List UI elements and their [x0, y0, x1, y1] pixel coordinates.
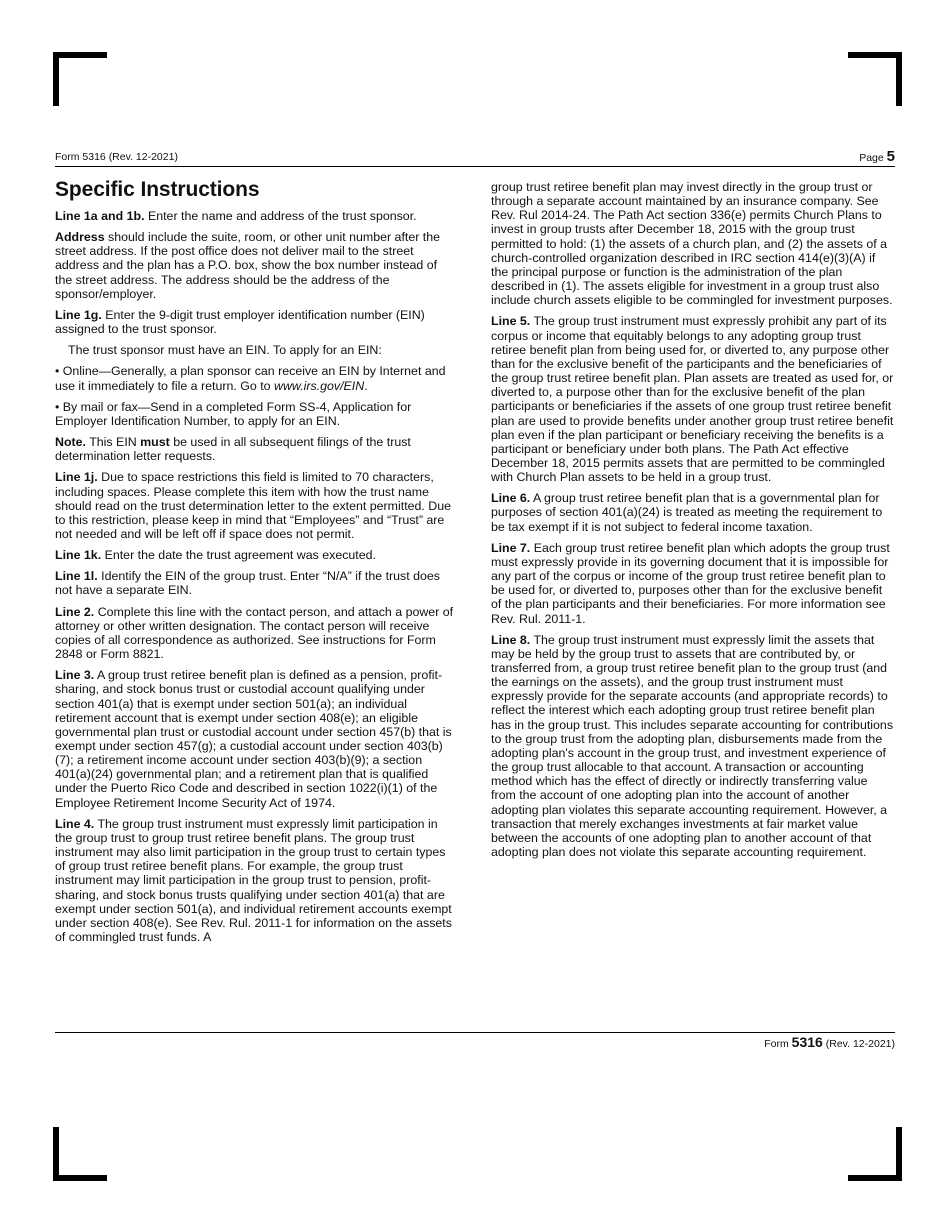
header-page-number — [859, 148, 895, 165]
paragraph-line-6 — [491, 491, 895, 533]
note-post: be used in all subsequent filings of the trust determination letter requests. — [55, 435, 411, 464]
line-1k-text: Enter the date the trust agreement was executed. — [101, 548, 376, 563]
line-1a-1b-label: Line 1a and 1b. — [55, 209, 145, 223]
line-1l-text: Identify the EIN of the group trust. Enter “N/A” if the trust does not have a separate EIN. — [55, 569, 440, 598]
line-8-text: The group trust instrument must expressly limit the assets that may be held by the group trust to assets that are contributed by, or transferred from, a group trust retiree benefit plan to the group trust (and the earnings on the assets), and the group trust instrument must expressly provide for the separate accounts (and appropriate records) to reflect the interest which each adopting group trust retiree benefit plan has in the group trust. This includes separate accounting for contributions to the group trust from the adopting plan, disbursements made from the adopting plan's account in the group trust, and investment experience of the group trust allocable to that account. A transaction or accounting method which has the effect of directly or indirectly transferring value from the account of one adopting plan into the account of another adopting plan violates this separate accounting requirement. However, a transaction that merely exchanges investments at fair market value between the accounts of one adopting plan to another account of that adopting plan does not violate this separate accounting requirement. — [491, 632, 894, 860]
line-2-label: Line 2. — [55, 604, 95, 619]
line-5-label: Line 5. — [491, 314, 531, 329]
line-6-text: A group trust retiree benefit plan that is a governmental plan for purposes of section 401(a)(24) is treated as meeting the requirement to be tax exempt if it is not subject to federal income taxation. — [491, 491, 883, 534]
note-must: must — [140, 435, 170, 450]
page-number: 5 — [886, 148, 895, 165]
header-form-reference: Form 5316 (Rev. 12-2021) — [55, 151, 178, 163]
line-1g-text: Enter the 9-digit trust employer identification number (EIN) assigned to the trust sponsor. — [55, 307, 425, 337]
paragraph-online — [55, 364, 457, 392]
online-end: . — [364, 378, 368, 393]
paragraph-line-1j — [55, 470, 457, 541]
note-pre: This EIN — [85, 435, 141, 450]
line-4-text: The group trust instrument must expressly limit participation in the group trust to group trust retiree benefit plans. The group trust instrument may also limit participation in the group trust to certain types of group trust retiree benefit plans. For example, the group trust instrument may limit participation in the group trust to pension, profit-sharing, and stock bonus trusts qualifying under section 401(a) that are exempt under section 501(a), and individual retirement accounts exempt under section 408(e). See Rev. Rul. 2011-1 for information on the assets of commingled trust funds. A — [55, 816, 452, 945]
line-1j-label: Line 1j. — [55, 470, 98, 485]
line-7-label: Line 7. — [491, 540, 531, 555]
crop-mark-top-left — [53, 52, 107, 106]
footer-form-word: Form — [764, 1038, 789, 1050]
paragraph-ein-intro: The trust sponsor must have an EIN. To apply for an EIN: — [68, 343, 382, 358]
crop-mark-bottom-right — [848, 1127, 902, 1181]
line-1l-label: Line 1l. — [55, 569, 98, 584]
paragraph-line-1a-1b — [55, 209, 457, 223]
footer-form-number: 5316 — [791, 1034, 823, 1050]
paragraph-line-4-continued: group trust retiree benefit plan may invest directly in the group trust or through a separate account maintained by an insurance company. See Rev. Rul 2014-24. The Path Act section 336(e) permits Church Plans to invest in group trusts after December 18, 2015 with the group trust permitted to hold: (1) the assets of a church plan, and (2) the assets of a church-controlled organization described in IRC section 414(e)(3)(A) if the principal purpose or function is the administration of the plan described in (1). The assets eligible for investment in a group trust also include church assets eligible to be commingled for investment purposes. — [491, 180, 893, 308]
paragraph-line-1k — [55, 548, 457, 562]
address-text: should include the suite, room, or other unit number after the street address. If the post office does not deliver mail to the street address and the plan has a P.O. box, show the box number instead of the street address. The address should be the address of the sponsor/employer. — [55, 230, 441, 301]
address-label: Address — [55, 230, 105, 245]
line-4-label: Line 4. — [55, 816, 95, 831]
paragraph-line-1g — [55, 308, 457, 336]
line-5-text: The group trust instrument must expressly prohibit any part of its corpus or income that equitably belongs to any adopting group trust retiree benefit plan from being used for, or diverted to, any purpose other than for the exclusive benefit of the participants and the beneficiaries of the group trust retiree benefit plan. Plan assets are treated as used for, or diverted to, a purpose other than for the exclusive benefit of the plan participants or beneficiaries if the assets of one group trust retiree benefit plan are used to provide benefits under another group trust retiree benefit plan even if the plan participant or beneficiary receiving the benefits is a participant or beneficiary under both plans. The Path Act effective December 18, 2015 permits assets that are permitted to be commingled with Church Plan assets to be held in a group trust. — [491, 314, 894, 485]
page-footer — [55, 1032, 895, 1053]
line-1a-1b-text: Enter the name and address of the trust sponsor. — [144, 209, 417, 223]
paragraph-line-2 — [55, 605, 457, 662]
paragraph-note — [55, 435, 457, 463]
paragraph-line-5 — [491, 314, 895, 484]
paragraph-mail-fax: • By mail or fax—Send in a completed Form SS-4, Application for Employer Identification Number, to apply for an EIN. — [55, 399, 412, 428]
footer-form-reference — [764, 1034, 895, 1050]
irs-ein-link[interactable]: www.irs.gov/EIN — [274, 378, 365, 393]
left-column — [55, 178, 457, 951]
paragraph-line-8 — [491, 633, 895, 860]
line-6-label: Line 6. — [491, 491, 531, 506]
paragraph-line-3 — [55, 668, 457, 810]
paragraph-line-1l — [55, 569, 457, 597]
paragraph-line-7 — [491, 541, 895, 626]
paragraph-line-4 — [55, 817, 457, 944]
line-3-text: A group trust retiree benefit plan is defined as a pension, profit-sharing, and stock bonus trust or custodial account qualifying under section 401(a) that is exempt under section 501(a); an individual retirement account that is exempt under section 408(e); an eligible governmental plan trust or custodial account under section 457(b) that is exempt under section 457(g); a custodial account under section 403(b)(7); a retirement income account under section 403(b)(9); a section 401(a)(24) governmental plan; and a retirement plan that is qualified under the Puerto Rico Code and described in section 1022(i)(1) of the Employee Retirement Income Security Act of 1974. — [55, 668, 452, 810]
note-label: Note. — [55, 435, 86, 450]
line-1j-text: Due to space restrictions this field is limited to 70 characters, including spaces. Please complete this item with how the trust name should read on the trust determination letter to the extent permitted. Due to this restriction, please keep in mind that “Employees” and “Trust” are not needed and will be left off if space does not permit. — [55, 470, 452, 541]
line-1k-label: Line 1k. — [55, 548, 102, 563]
footer-revision: (Rev. 12-2021) — [825, 1038, 895, 1050]
line-2-text: Complete this line with the contact person, and attach a power of attorney or other written designation. The contact person will receive copies of all correspondence as authorized. See instructions for Form 2848 or Form 8821. — [55, 604, 454, 662]
crop-mark-top-right — [848, 52, 902, 106]
paragraph-address — [55, 230, 457, 301]
page-header — [55, 148, 895, 167]
line-1g-label: Line 1g. — [55, 307, 102, 322]
section-title: Specific Instructions — [55, 178, 260, 201]
crop-mark-bottom-left — [53, 1127, 107, 1181]
page-label: Page — [859, 152, 884, 164]
right-column — [491, 180, 895, 866]
line-3-label: Line 3. — [55, 668, 95, 683]
line-8-label: Line 8. — [491, 632, 531, 647]
line-7-text: Each group trust retiree benefit plan which adopts the group trust must expressly provide in its governing document that it is impossible for any part of the corpus or income of the group trust retiree benefit plan to be used for, or diverted to, purposes other than for the exclusive benefit of the plan participants and their beneficiaries. For more information see Rev. Rul. 2011-1. — [491, 540, 890, 626]
online-text: • Online—Generally, a plan sponsor can receive an EIN by Internet and use it immediately to file a return. Go to — [55, 364, 446, 393]
